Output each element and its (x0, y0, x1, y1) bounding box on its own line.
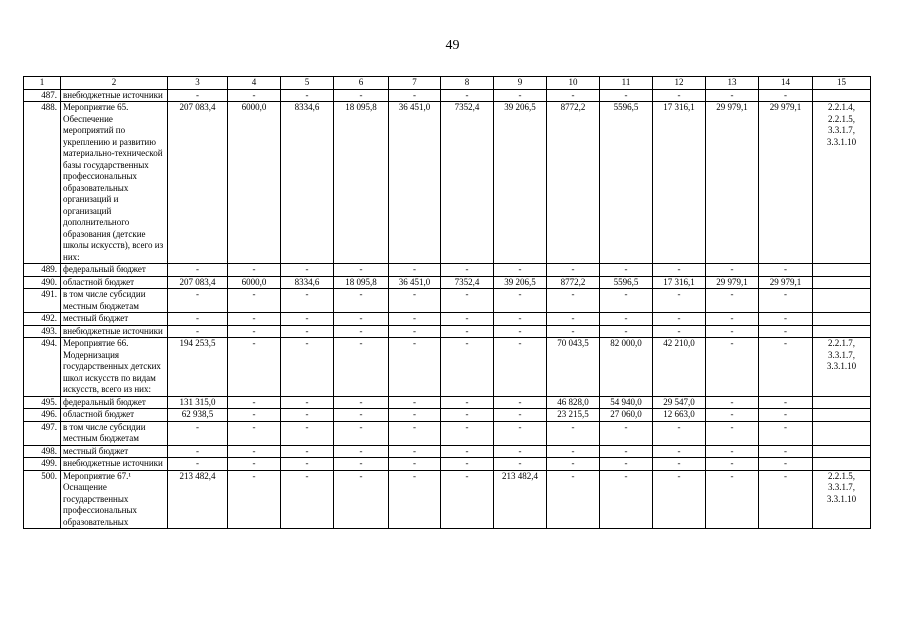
value-cell: - (759, 338, 813, 397)
value-cell: - (168, 313, 228, 326)
value-cell: - (334, 396, 389, 409)
row-number: 497. (24, 421, 61, 445)
table-row (24, 338, 871, 397)
value-cell: - (600, 264, 653, 277)
value-cell: 70 043,5 (547, 338, 600, 397)
value-cell: - (228, 325, 281, 338)
value-cell: - (168, 289, 228, 313)
row-number: 493. (24, 325, 61, 338)
row-name: внебюджетные источники (61, 458, 168, 471)
value-cell: 39 206,5 (494, 102, 547, 264)
value-cell: - (600, 445, 653, 458)
value-cell: - (281, 409, 334, 422)
value-cell: - (547, 458, 600, 471)
table-row (24, 396, 871, 409)
value-cell: - (653, 445, 706, 458)
table-row (24, 325, 871, 338)
value-cell: 5596,5 (600, 276, 653, 289)
value-cell: - (600, 289, 653, 313)
value-cell: - (281, 338, 334, 397)
column-header-15: 15 (813, 77, 871, 90)
value-cell: - (389, 89, 441, 102)
value-cell: 213 482,4 (494, 470, 547, 529)
row-number: 488. (24, 102, 61, 264)
value-cell: - (706, 338, 759, 397)
column-header-8: 8 (441, 77, 494, 90)
value-cell: 29 979,1 (759, 102, 813, 264)
value-cell: 8772,2 (547, 276, 600, 289)
value-cell: - (759, 470, 813, 529)
row-name: в том числе субсидии местным бюджетам (61, 421, 168, 445)
row-name: Мероприятие 66. Модернизация государственных детских школ искусств по видам искусств, всего из них: (61, 338, 168, 397)
row-name: федеральный бюджет (61, 264, 168, 277)
value-cell: - (281, 421, 334, 445)
row-number: 487. (24, 89, 61, 102)
value-cell: - (389, 289, 441, 313)
value-cell: - (653, 421, 706, 445)
row-number: 490. (24, 276, 61, 289)
row-reference (813, 313, 871, 326)
value-cell: - (334, 409, 389, 422)
row-reference: 2.2.1.5, 3.3.1.7, 3.3.1.10 (813, 470, 871, 529)
value-cell: 29 979,1 (706, 102, 759, 264)
row-number: 499. (24, 458, 61, 471)
value-cell: - (228, 458, 281, 471)
column-header-2: 2 (61, 77, 168, 90)
value-cell: 46 828,0 (547, 396, 600, 409)
value-cell: - (441, 89, 494, 102)
value-cell: - (228, 409, 281, 422)
value-cell: 207 083,4 (168, 102, 228, 264)
value-cell: - (281, 264, 334, 277)
value-cell: - (441, 313, 494, 326)
row-reference (813, 264, 871, 277)
row-number: 496. (24, 409, 61, 422)
value-cell: - (653, 264, 706, 277)
value-cell: - (653, 289, 706, 313)
table-row (24, 458, 871, 471)
table-row (24, 313, 871, 326)
row-number: 492. (24, 313, 61, 326)
row-reference (813, 276, 871, 289)
column-header-6: 6 (334, 77, 389, 90)
value-cell: - (441, 289, 494, 313)
value-cell: - (706, 470, 759, 529)
value-cell: 207 083,4 (168, 276, 228, 289)
row-name: федеральный бюджет (61, 396, 168, 409)
value-cell: - (441, 409, 494, 422)
value-cell: - (168, 325, 228, 338)
value-cell: - (441, 338, 494, 397)
value-cell: - (389, 421, 441, 445)
value-cell: - (228, 289, 281, 313)
value-cell: - (600, 421, 653, 445)
value-cell: - (334, 445, 389, 458)
value-cell: - (600, 89, 653, 102)
value-cell: - (494, 289, 547, 313)
value-cell: - (547, 325, 600, 338)
row-number: 500. (24, 470, 61, 529)
value-cell: - (547, 445, 600, 458)
value-cell: 82 000,0 (600, 338, 653, 397)
value-cell: - (334, 421, 389, 445)
value-cell: - (494, 409, 547, 422)
value-cell: - (759, 313, 813, 326)
value-cell: - (653, 470, 706, 529)
value-cell: 131 315,0 (168, 396, 228, 409)
value-cell: 17 316,1 (653, 276, 706, 289)
value-cell: - (547, 289, 600, 313)
value-cell: - (547, 264, 600, 277)
row-reference (813, 289, 871, 313)
value-cell: - (228, 421, 281, 445)
value-cell: - (441, 396, 494, 409)
column-header-1: 1 (24, 77, 61, 90)
value-cell: - (168, 421, 228, 445)
value-cell: - (494, 264, 547, 277)
value-cell: - (334, 289, 389, 313)
value-cell: 6000,0 (228, 102, 281, 264)
table-row (24, 445, 871, 458)
row-name: областной бюджет (61, 409, 168, 422)
value-cell: 36 451,0 (389, 102, 441, 264)
value-cell: - (706, 289, 759, 313)
value-cell: - (494, 313, 547, 326)
table-row (24, 89, 871, 102)
value-cell: - (759, 396, 813, 409)
value-cell: 39 206,5 (494, 276, 547, 289)
value-cell: - (228, 264, 281, 277)
row-name: местный бюджет (61, 313, 168, 326)
value-cell: - (706, 396, 759, 409)
value-cell: 7352,4 (441, 102, 494, 264)
value-cell: - (441, 264, 494, 277)
table-row (24, 289, 871, 313)
value-cell: - (600, 458, 653, 471)
value-cell: 27 060,0 (600, 409, 653, 422)
value-cell: 17 316,1 (653, 102, 706, 264)
page-number: 49 (445, 38, 460, 53)
value-cell: - (281, 313, 334, 326)
row-reference (813, 396, 871, 409)
table-body (24, 89, 871, 529)
column-header-12: 12 (653, 77, 706, 90)
value-cell: - (389, 458, 441, 471)
value-cell: - (389, 445, 441, 458)
value-cell: 29 979,1 (706, 276, 759, 289)
row-reference (813, 421, 871, 445)
value-cell: - (706, 458, 759, 471)
value-cell: - (389, 409, 441, 422)
value-cell: - (389, 313, 441, 326)
row-reference: 2.2.1.4, 2.2.1.5, 3.3.1.7, 3.3.1.10 (813, 102, 871, 264)
value-cell: - (281, 325, 334, 338)
value-cell: - (441, 470, 494, 529)
value-cell: - (494, 458, 547, 471)
value-cell: 8334,6 (281, 276, 334, 289)
value-cell: 29 979,1 (759, 276, 813, 289)
value-cell: - (494, 89, 547, 102)
value-cell: - (653, 313, 706, 326)
value-cell: - (759, 445, 813, 458)
value-cell: - (547, 89, 600, 102)
value-cell: - (653, 458, 706, 471)
column-header-7: 7 (389, 77, 441, 90)
value-cell: - (281, 396, 334, 409)
row-reference (813, 89, 871, 102)
column-header-5: 5 (281, 77, 334, 90)
column-header-3: 3 (168, 77, 228, 90)
value-cell: - (494, 421, 547, 445)
value-cell: - (759, 458, 813, 471)
table-row (24, 421, 871, 445)
value-cell: - (759, 325, 813, 338)
value-cell: 7352,4 (441, 276, 494, 289)
row-reference (813, 458, 871, 471)
value-cell: 194 253,5 (168, 338, 228, 397)
value-cell: - (228, 313, 281, 326)
value-cell: 18 095,8 (334, 276, 389, 289)
value-cell: - (228, 445, 281, 458)
value-cell: 62 938,5 (168, 409, 228, 422)
value-cell: - (334, 470, 389, 529)
value-cell: - (168, 458, 228, 471)
value-cell: - (334, 458, 389, 471)
value-cell: - (653, 325, 706, 338)
row-reference (813, 409, 871, 422)
value-cell: - (653, 89, 706, 102)
value-cell: - (334, 89, 389, 102)
value-cell: - (281, 458, 334, 471)
value-cell: 8772,2 (547, 102, 600, 264)
value-cell: 12 663,0 (653, 409, 706, 422)
value-cell: - (389, 338, 441, 397)
value-cell: - (389, 325, 441, 338)
table-row (24, 276, 871, 289)
value-cell: - (759, 409, 813, 422)
value-cell: - (281, 89, 334, 102)
column-header-13: 13 (706, 77, 759, 90)
value-cell: - (168, 264, 228, 277)
value-cell: 23 215,5 (547, 409, 600, 422)
value-cell: - (759, 89, 813, 102)
value-cell: - (706, 445, 759, 458)
row-number: 494. (24, 338, 61, 397)
value-cell: - (706, 409, 759, 422)
value-cell: - (759, 421, 813, 445)
value-cell: - (706, 421, 759, 445)
value-cell: 29 547,0 (653, 396, 706, 409)
value-cell: - (228, 338, 281, 397)
value-cell: - (228, 396, 281, 409)
value-cell: - (547, 470, 600, 529)
value-cell: 42 210,0 (653, 338, 706, 397)
row-reference (813, 325, 871, 338)
value-cell: - (334, 338, 389, 397)
column-header-9: 9 (494, 77, 547, 90)
row-name: внебюджетные источники (61, 89, 168, 102)
value-cell: - (441, 445, 494, 458)
row-name: внебюджетные источники (61, 325, 168, 338)
value-cell: 5596,5 (600, 102, 653, 264)
value-cell: - (547, 421, 600, 445)
value-cell: 213 482,4 (168, 470, 228, 529)
table-row (24, 409, 871, 422)
row-reference: 2.2.1.7, 3.3.1.7, 3.3.1.10 (813, 338, 871, 397)
column-header-14: 14 (759, 77, 813, 90)
value-cell: - (441, 458, 494, 471)
value-cell: 54 940,0 (600, 396, 653, 409)
row-name: местный бюджет (61, 445, 168, 458)
table-row (24, 264, 871, 277)
value-cell: - (494, 396, 547, 409)
value-cell: - (706, 264, 759, 277)
value-cell: - (441, 421, 494, 445)
value-cell: - (281, 445, 334, 458)
value-cell: - (389, 264, 441, 277)
value-cell: 8334,6 (281, 102, 334, 264)
value-cell: 6000,0 (228, 276, 281, 289)
value-cell: - (228, 89, 281, 102)
row-name: Мероприятие 67.¹ Оснащение государственных профессиональных образовательных (61, 470, 168, 529)
value-cell: 18 095,8 (334, 102, 389, 264)
table-row (24, 470, 871, 529)
value-cell: - (389, 396, 441, 409)
value-cell: - (389, 470, 441, 529)
row-name: Мероприятие 65. Обеспечение мероприятий по укреплению и развитию материально-технической базы государственных профессиональных образовательных организаций и организаций дополнительного образования (детские школы искусств), всего из них: (61, 102, 168, 264)
header-row (24, 77, 871, 90)
value-cell: - (494, 338, 547, 397)
table-row (24, 102, 871, 264)
value-cell: - (547, 313, 600, 326)
value-cell: - (706, 89, 759, 102)
value-cell: - (759, 264, 813, 277)
budget-table (23, 76, 871, 529)
value-cell: - (706, 325, 759, 338)
value-cell: - (441, 325, 494, 338)
value-cell: - (281, 470, 334, 529)
column-header-4: 4 (228, 77, 281, 90)
value-cell: - (706, 313, 759, 326)
value-cell: - (281, 289, 334, 313)
column-header-10: 10 (547, 77, 600, 90)
value-cell: - (494, 325, 547, 338)
row-number: 498. (24, 445, 61, 458)
value-cell: - (228, 470, 281, 529)
value-cell: - (600, 470, 653, 529)
row-number: 491. (24, 289, 61, 313)
row-reference (813, 445, 871, 458)
row-number: 495. (24, 396, 61, 409)
row-number: 489. (24, 264, 61, 277)
row-name: в том числе субсидии местным бюджетам (61, 289, 168, 313)
value-cell: - (334, 264, 389, 277)
value-cell: - (334, 325, 389, 338)
column-header-11: 11 (600, 77, 653, 90)
value-cell: - (600, 325, 653, 338)
value-cell: - (168, 445, 228, 458)
value-cell: - (600, 313, 653, 326)
value-cell: - (334, 313, 389, 326)
row-name: областной бюджет (61, 276, 168, 289)
value-cell: - (759, 289, 813, 313)
value-cell: 36 451,0 (389, 276, 441, 289)
value-cell: - (168, 89, 228, 102)
value-cell: - (494, 445, 547, 458)
